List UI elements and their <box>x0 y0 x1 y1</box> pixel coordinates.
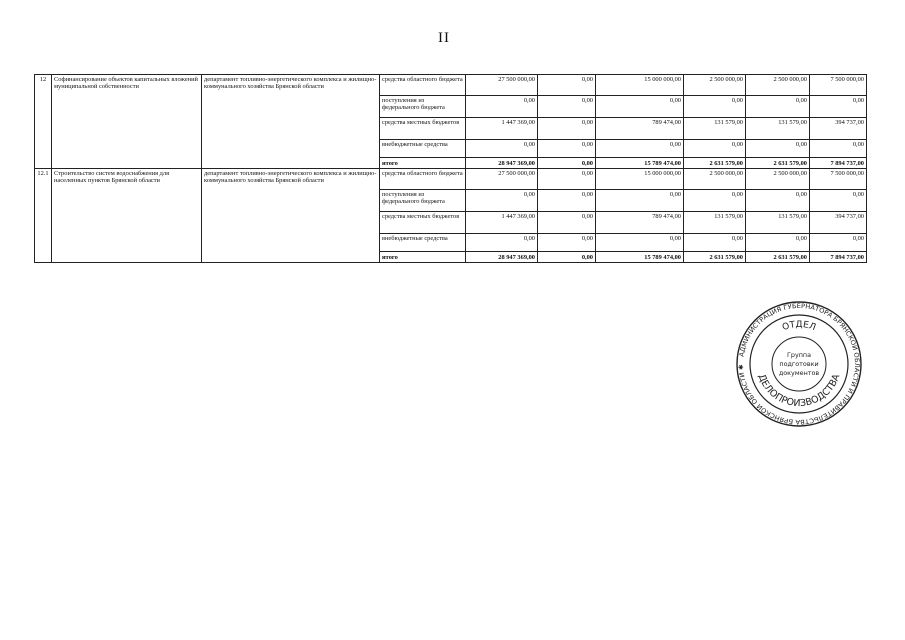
row-index: 12.1 <box>35 169 52 263</box>
amount-cell: 15 000 000,00 <box>596 169 684 190</box>
row-name: Строительство систем водоснабжения для населенных пунктов Брянской области <box>52 169 202 263</box>
amount-cell: 7 894 737,00 <box>810 158 867 169</box>
funding-source: поступления из федерального бюджета <box>380 96 466 118</box>
amount-cell: 15 789 474,00 <box>596 158 684 169</box>
amount-cell: 0,00 <box>466 190 538 212</box>
funding-source: итого <box>380 158 466 169</box>
funding-source: средства местных бюджетов <box>380 212 466 234</box>
amount-cell: 0,00 <box>684 234 746 252</box>
amount-cell: 0,00 <box>538 212 596 234</box>
office-stamp <box>735 300 863 428</box>
funding-source: внебюджетные средства <box>380 234 466 252</box>
amount-cell: 0,00 <box>466 234 538 252</box>
amount-cell: 2 500 000,00 <box>684 169 746 190</box>
amount-cell: 0,00 <box>810 190 867 212</box>
amount-cell: 394 737,00 <box>810 212 867 234</box>
table-row <box>35 75 867 96</box>
row-executor: департамент топливно-энергетического комплекса и жилищно-коммунального хозяйства Брянской области <box>202 75 380 169</box>
amount-cell: 2 500 000,00 <box>684 75 746 96</box>
stamp-dept-bottom: ДЕЛОПРОИЗВОДСТВА <box>755 372 843 410</box>
amount-cell: 7 500 000,00 <box>810 75 867 96</box>
amount-cell: 7 500 000,00 <box>810 169 867 190</box>
amount-cell: 0,00 <box>746 190 810 212</box>
amount-cell: 131 579,00 <box>746 212 810 234</box>
amount-cell: 0,00 <box>538 118 596 140</box>
amount-cell: 131 579,00 <box>684 212 746 234</box>
table-row <box>35 169 867 190</box>
amount-cell: 0,00 <box>596 96 684 118</box>
amount-cell: 27 500 000,00 <box>466 75 538 96</box>
amount-cell: 0,00 <box>746 140 810 158</box>
stamp-dept-top: ОТДЕЛ <box>781 319 817 334</box>
amount-cell: 131 579,00 <box>746 118 810 140</box>
amount-cell: 28 947 369,00 <box>466 252 538 263</box>
amount-cell: 2 500 000,00 <box>746 169 810 190</box>
amount-cell: 1 447 369,00 <box>466 212 538 234</box>
amount-cell: 2 631 579,00 <box>684 252 746 263</box>
funding-source: средства областного бюджета <box>380 75 466 96</box>
amount-cell: 0,00 <box>684 140 746 158</box>
amount-cell: 789 474,00 <box>596 212 684 234</box>
funding-source: средства областного бюджета <box>380 169 466 190</box>
amount-cell: 0,00 <box>538 140 596 158</box>
amount-cell: 0,00 <box>596 234 684 252</box>
amount-cell: 0,00 <box>466 140 538 158</box>
amount-cell: 0,00 <box>538 96 596 118</box>
amount-cell: 394 737,00 <box>810 118 867 140</box>
amount-cell: 7 894 737,00 <box>810 252 867 263</box>
amount-cell: 2 500 000,00 <box>746 75 810 96</box>
row-index: 12 <box>35 75 52 169</box>
stamp-outer-text: АДМИНИСТРАЦИЯ ГУБЕРНАТОРА БРЯНСКОЙ ОБЛАСТИ И ПРАВИТЕЛЬСТВА БРЯНСКОЙ ОБЛАСТИ ✱ <box>737 302 861 426</box>
amount-cell: 27 500 000,00 <box>466 169 538 190</box>
amount-cell: 0,00 <box>684 96 746 118</box>
amount-cell: 0,00 <box>538 169 596 190</box>
amount-cell: 789 474,00 <box>596 118 684 140</box>
amount-cell: 131 579,00 <box>684 118 746 140</box>
amount-cell: 0,00 <box>746 234 810 252</box>
funding-source: итого <box>380 252 466 263</box>
amount-cell: 28 947 369,00 <box>466 158 538 169</box>
budget-table <box>34 74 867 263</box>
amount-cell: 2 631 579,00 <box>746 252 810 263</box>
amount-cell: 0,00 <box>596 190 684 212</box>
amount-cell: 0,00 <box>810 234 867 252</box>
amount-cell: 0,00 <box>810 140 867 158</box>
funding-source: поступления из федерального бюджета <box>380 190 466 212</box>
amount-cell: 0,00 <box>684 190 746 212</box>
amount-cell: 15 000 000,00 <box>596 75 684 96</box>
row-name: Софинансирование объектов капитальных вложений муниципальной собственности <box>52 75 202 169</box>
amount-cell: 0,00 <box>746 96 810 118</box>
funding-source: средства местных бюджетов <box>380 118 466 140</box>
amount-cell: 1 447 369,00 <box>466 118 538 140</box>
stamp-center-line-1: Группа <box>786 351 812 359</box>
amount-cell: 0,00 <box>596 140 684 158</box>
amount-cell: 0,00 <box>810 96 867 118</box>
row-executor: департамент топливно-энергетического комплекса и жилищно-коммунального хозяйства Брянской области <box>202 169 380 263</box>
amount-cell: 2 631 579,00 <box>746 158 810 169</box>
amount-cell: 2 631 579,00 <box>684 158 746 169</box>
amount-cell: 0,00 <box>538 158 596 169</box>
amount-cell: 0,00 <box>538 234 596 252</box>
funding-source: внебюджетные средства <box>380 140 466 158</box>
page-number: II <box>438 30 450 46</box>
amount-cell: 0,00 <box>466 96 538 118</box>
amount-cell: 0,00 <box>538 190 596 212</box>
amount-cell: 0,00 <box>538 75 596 96</box>
amount-cell: 0,00 <box>538 252 596 263</box>
amount-cell: 15 789 474,00 <box>596 252 684 263</box>
stamp-center-line-2: подготовки <box>779 360 819 368</box>
stamp-center-line-3: документов <box>778 369 820 377</box>
